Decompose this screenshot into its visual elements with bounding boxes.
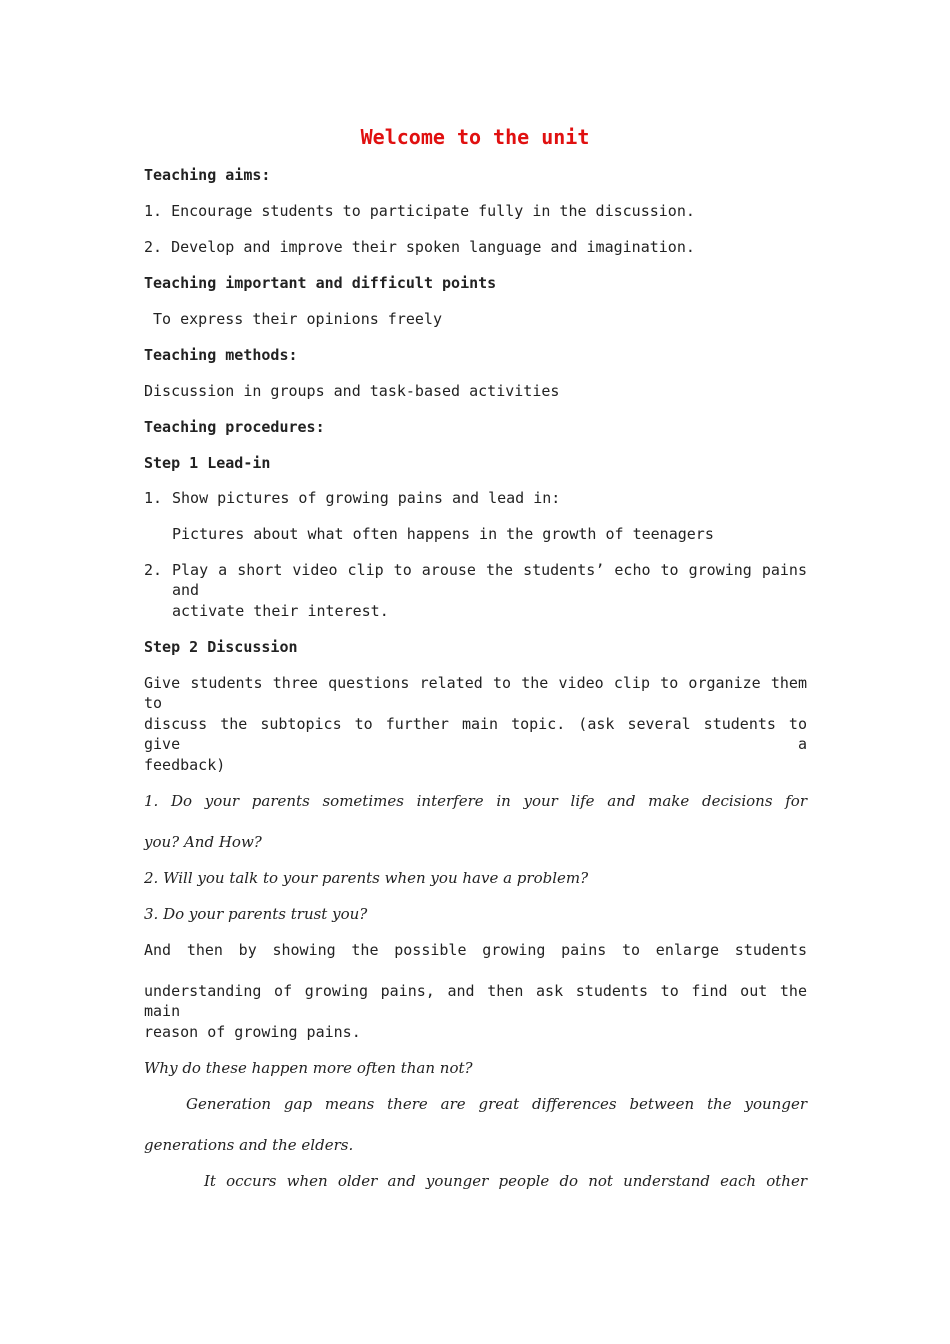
step2-heading: Step 2 Discussion	[144, 638, 298, 656]
page-title: Welcome to the unit	[360, 125, 590, 149]
aims-heading: Teaching aims:	[144, 166, 271, 184]
occurs-line1: It occurs when older and younger people do not understand each other	[204, 1172, 807, 1190]
step1-item1-number: 1.	[144, 489, 163, 507]
step2-para1-line1: Give students three questions related to the video clip to organize them to	[144, 674, 807, 712]
methods-text: Discussion in groups and task-based activities	[144, 382, 560, 400]
step2-para2-line1: And then by showing the possible growing pains to enlarge students	[144, 941, 807, 959]
step1-item2-line1: Play a short video clip to arouse the students’ echo to growing pains and	[172, 561, 807, 599]
methods-heading: Teaching methods:	[144, 346, 298, 364]
procedures-heading: Teaching procedures:	[144, 418, 325, 436]
step1-item1-sub: Pictures about what often happens in the growth of teenagers	[172, 525, 714, 543]
why-question: Why do these happen more often than not?	[144, 1059, 473, 1077]
step2-para1-line3: feedback)	[144, 756, 226, 774]
question-2: 2. Will you talk to your parents when you have a problem?	[144, 869, 589, 887]
step2-para2-line3: reason of growing pains.	[144, 1023, 361, 1041]
step1-item1-text: Show pictures of growing pains and lead in:	[172, 489, 561, 507]
generation-gap-line2: generations and the elders.	[144, 1136, 354, 1154]
generation-gap-line1: Generation gap means there are great differences between the younger	[186, 1095, 807, 1113]
step1-heading: Step 1 Lead-in	[144, 454, 271, 472]
aims-item-2: 2. Develop and improve their spoken language and imagination.	[144, 238, 695, 256]
points-text: To express their opinions freely	[153, 310, 442, 328]
step2-para2-line2: understanding of growing pains, and then ask students to find out the main	[144, 982, 807, 1020]
step1-item2-number: 2.	[144, 561, 163, 579]
aims-item-1: 1. Encourage students to participate fully in the discussion.	[144, 202, 695, 220]
question-1-line1: 1. Do your parents sometimes interfere in your life and make decisions for	[144, 792, 807, 810]
step2-para1-line2: discuss the subtopics to further main topic. (ask several students to give a	[144, 715, 807, 753]
question-3: 3. Do your parents trust you?	[144, 905, 368, 923]
question-1-line2: you? And How?	[144, 833, 262, 851]
step1-item2-line2: activate their interest.	[172, 602, 389, 620]
points-heading: Teaching important and difficult points	[144, 274, 497, 292]
